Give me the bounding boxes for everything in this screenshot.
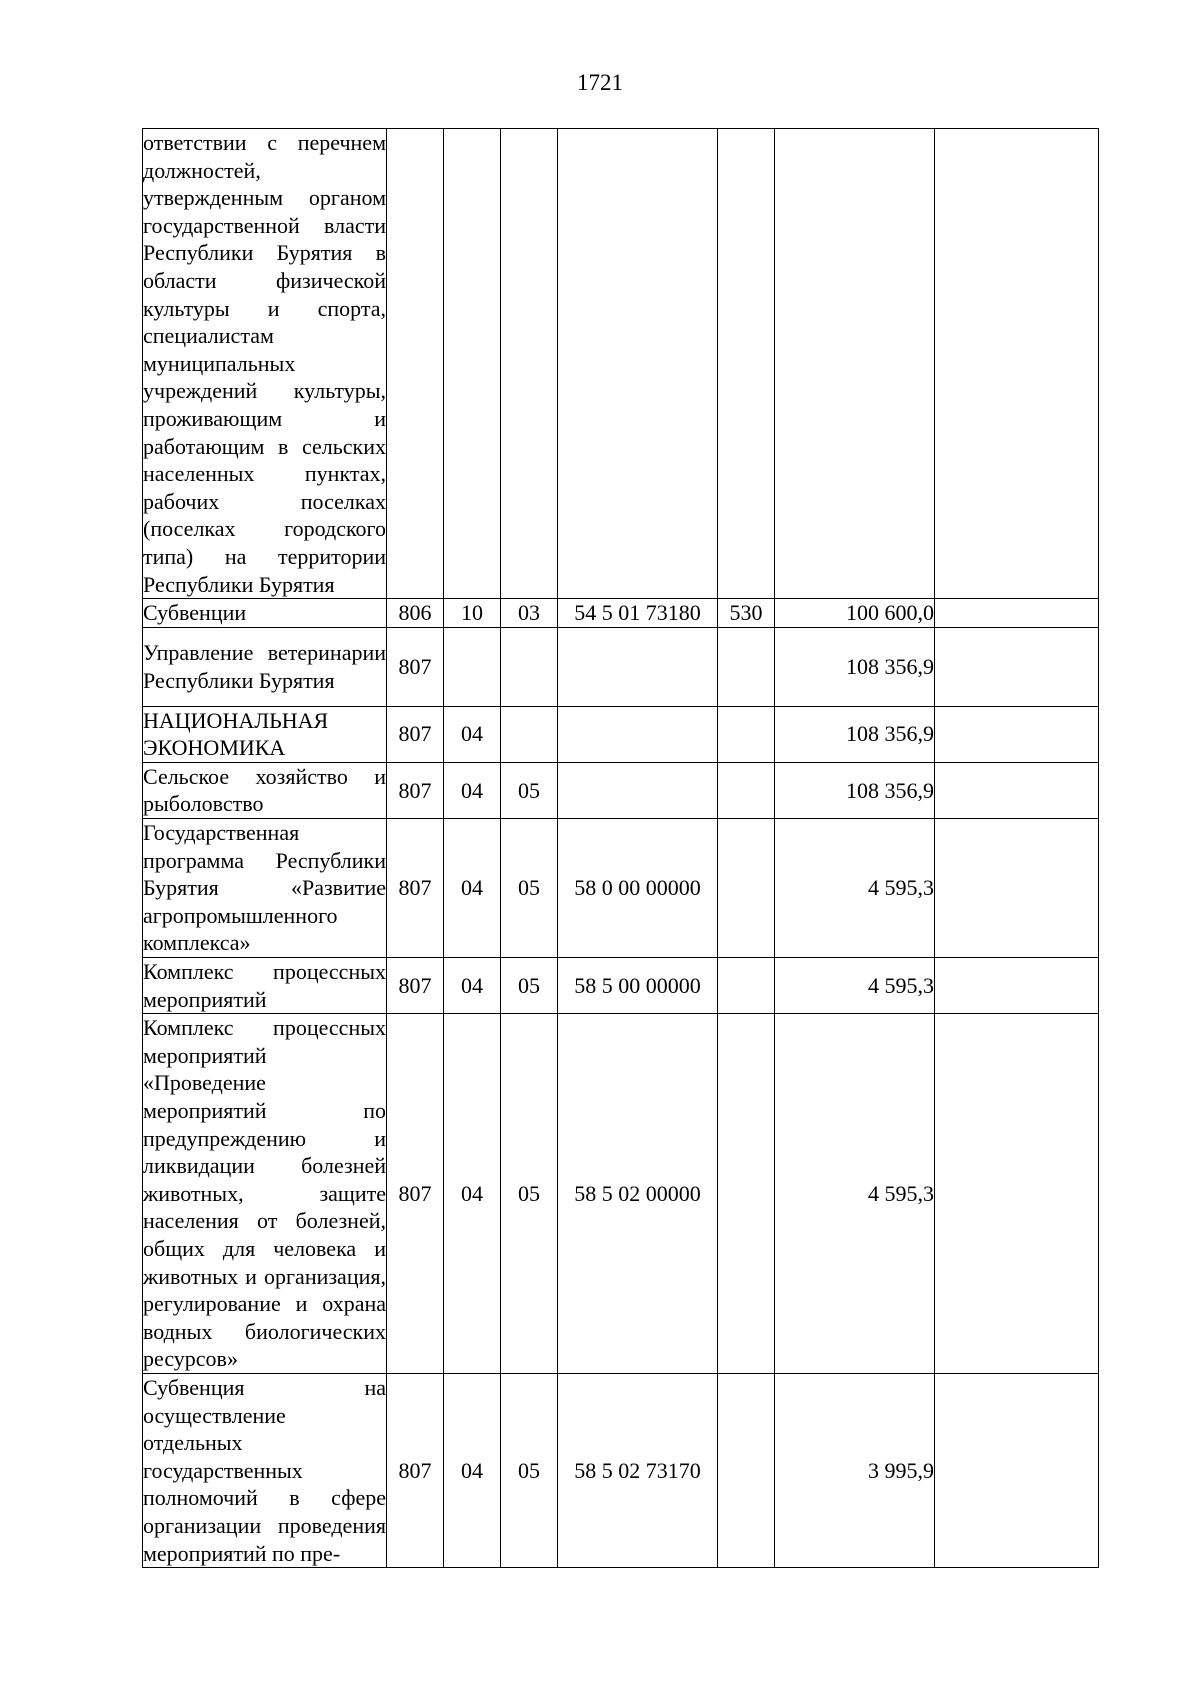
row-amount: 4 595,3 [775, 1014, 935, 1374]
row-name: Субвенция на осуществление отдельных государственных полномочий в сфере организации проведения мероприятий по пре- [143, 1373, 387, 1567]
row-section-code: 04 [444, 1014, 501, 1374]
row-amount: 4 595,3 [775, 958, 935, 1014]
row-grbs-code: 807 [387, 762, 444, 818]
row-target-article-code: 58 5 02 73170 [558, 1373, 718, 1567]
table-row [143, 762, 1099, 818]
row-name: Комплекс процессных мероприятий «Проведение мероприятий по предупреждению и ликвидации болезней животных, защите населения от болезней, общих для человека и животных и организация, регулирование и охрана водных биологических ресурсов» [143, 1014, 387, 1374]
row-grbs-code: 807 [387, 819, 444, 958]
row-target-article-code [558, 706, 718, 762]
row-section-code: 10 [444, 599, 501, 628]
row-target-article-code [558, 129, 718, 599]
row-name: Субвенции [143, 599, 387, 628]
page-number: 1721 [577, 70, 623, 95]
row-grbs-code: 807 [387, 706, 444, 762]
row-expense-type-code: 530 [718, 599, 775, 628]
row-name: Сельское хозяйство и рыболовство [143, 762, 387, 818]
row-target-article-code [558, 627, 718, 706]
row-grbs-code: 806 [387, 599, 444, 628]
row-target-article-code: 58 0 00 00000 [558, 819, 718, 958]
row-target-article-code: 58 5 00 00000 [558, 958, 718, 1014]
row-grbs-code: 807 [387, 1014, 444, 1374]
row-grbs-code [387, 129, 444, 599]
row-extra-amount [935, 762, 1099, 818]
table-row [143, 1014, 1099, 1374]
row-subsection-code: 05 [501, 1373, 558, 1567]
row-extra-amount [935, 819, 1099, 958]
row-expense-type-code [718, 819, 775, 958]
row-target-article-code: 58 5 02 00000 [558, 1014, 718, 1374]
row-section-code [444, 129, 501, 599]
row-extra-amount [935, 706, 1099, 762]
row-grbs-code: 807 [387, 1373, 444, 1567]
row-expense-type-code [718, 1373, 775, 1567]
row-section-code [444, 627, 501, 706]
row-target-article-code [558, 762, 718, 818]
row-amount [775, 129, 935, 599]
row-target-article-code: 54 5 01 73180 [558, 599, 718, 628]
row-section-code: 04 [444, 819, 501, 958]
row-section-code: 04 [444, 1373, 501, 1567]
row-extra-amount [935, 1014, 1099, 1374]
row-expense-type-code [718, 762, 775, 818]
row-name: Государственная программа Республики Бурятия «Развитие агропромышленного комплекса» [143, 819, 387, 958]
row-name: Управление ветеринарии Республики Бурятия [143, 627, 387, 706]
row-section-code: 04 [444, 762, 501, 818]
row-extra-amount [935, 1373, 1099, 1567]
table-row [143, 129, 1099, 599]
row-expense-type-code [718, 129, 775, 599]
row-name: НАЦИОНАЛЬНАЯ ЭКОНОМИКА [143, 706, 387, 762]
row-subsection-code [501, 627, 558, 706]
table-row [143, 599, 1099, 628]
row-amount: 108 356,9 [775, 706, 935, 762]
row-subsection-code: 03 [501, 599, 558, 628]
row-expense-type-code [718, 627, 775, 706]
row-amount: 108 356,9 [775, 762, 935, 818]
row-expense-type-code [718, 958, 775, 1014]
row-expense-type-code [718, 1014, 775, 1374]
row-subsection-code: 05 [501, 762, 558, 818]
row-subsection-code: 05 [501, 819, 558, 958]
row-extra-amount [935, 627, 1099, 706]
budget-table [142, 128, 1099, 1568]
row-section-code: 04 [444, 958, 501, 1014]
row-subsection-code [501, 706, 558, 762]
row-name: Комплекс процессных мероприятий [143, 958, 387, 1014]
row-amount: 3 995,9 [775, 1373, 935, 1567]
row-subsection-code: 05 [501, 958, 558, 1014]
row-extra-amount [935, 958, 1099, 1014]
row-grbs-code: 807 [387, 958, 444, 1014]
table-row [143, 627, 1099, 706]
table-row [143, 706, 1099, 762]
table-row [143, 819, 1099, 958]
row-extra-amount [935, 129, 1099, 599]
row-expense-type-code [718, 706, 775, 762]
row-subsection-code: 05 [501, 1014, 558, 1374]
table-row [143, 958, 1099, 1014]
row-name: ответствии с перечнем должностей, утвержденным органом государственной власти Республики Бурятия в области физической культуры и спорта, специалистам муниципальных учреждений культуры, проживающим и работающим в сельских населенных пунктах, рабочих поселках (поселках городского типа) на территории Республики Бурятия [143, 129, 387, 599]
row-section-code: 04 [444, 706, 501, 762]
row-grbs-code: 807 [387, 627, 444, 706]
row-subsection-code [501, 129, 558, 599]
row-extra-amount [935, 599, 1099, 628]
row-amount: 4 595,3 [775, 819, 935, 958]
table-row [143, 1373, 1099, 1567]
row-amount: 108 356,9 [775, 627, 935, 706]
row-amount: 100 600,0 [775, 599, 935, 628]
